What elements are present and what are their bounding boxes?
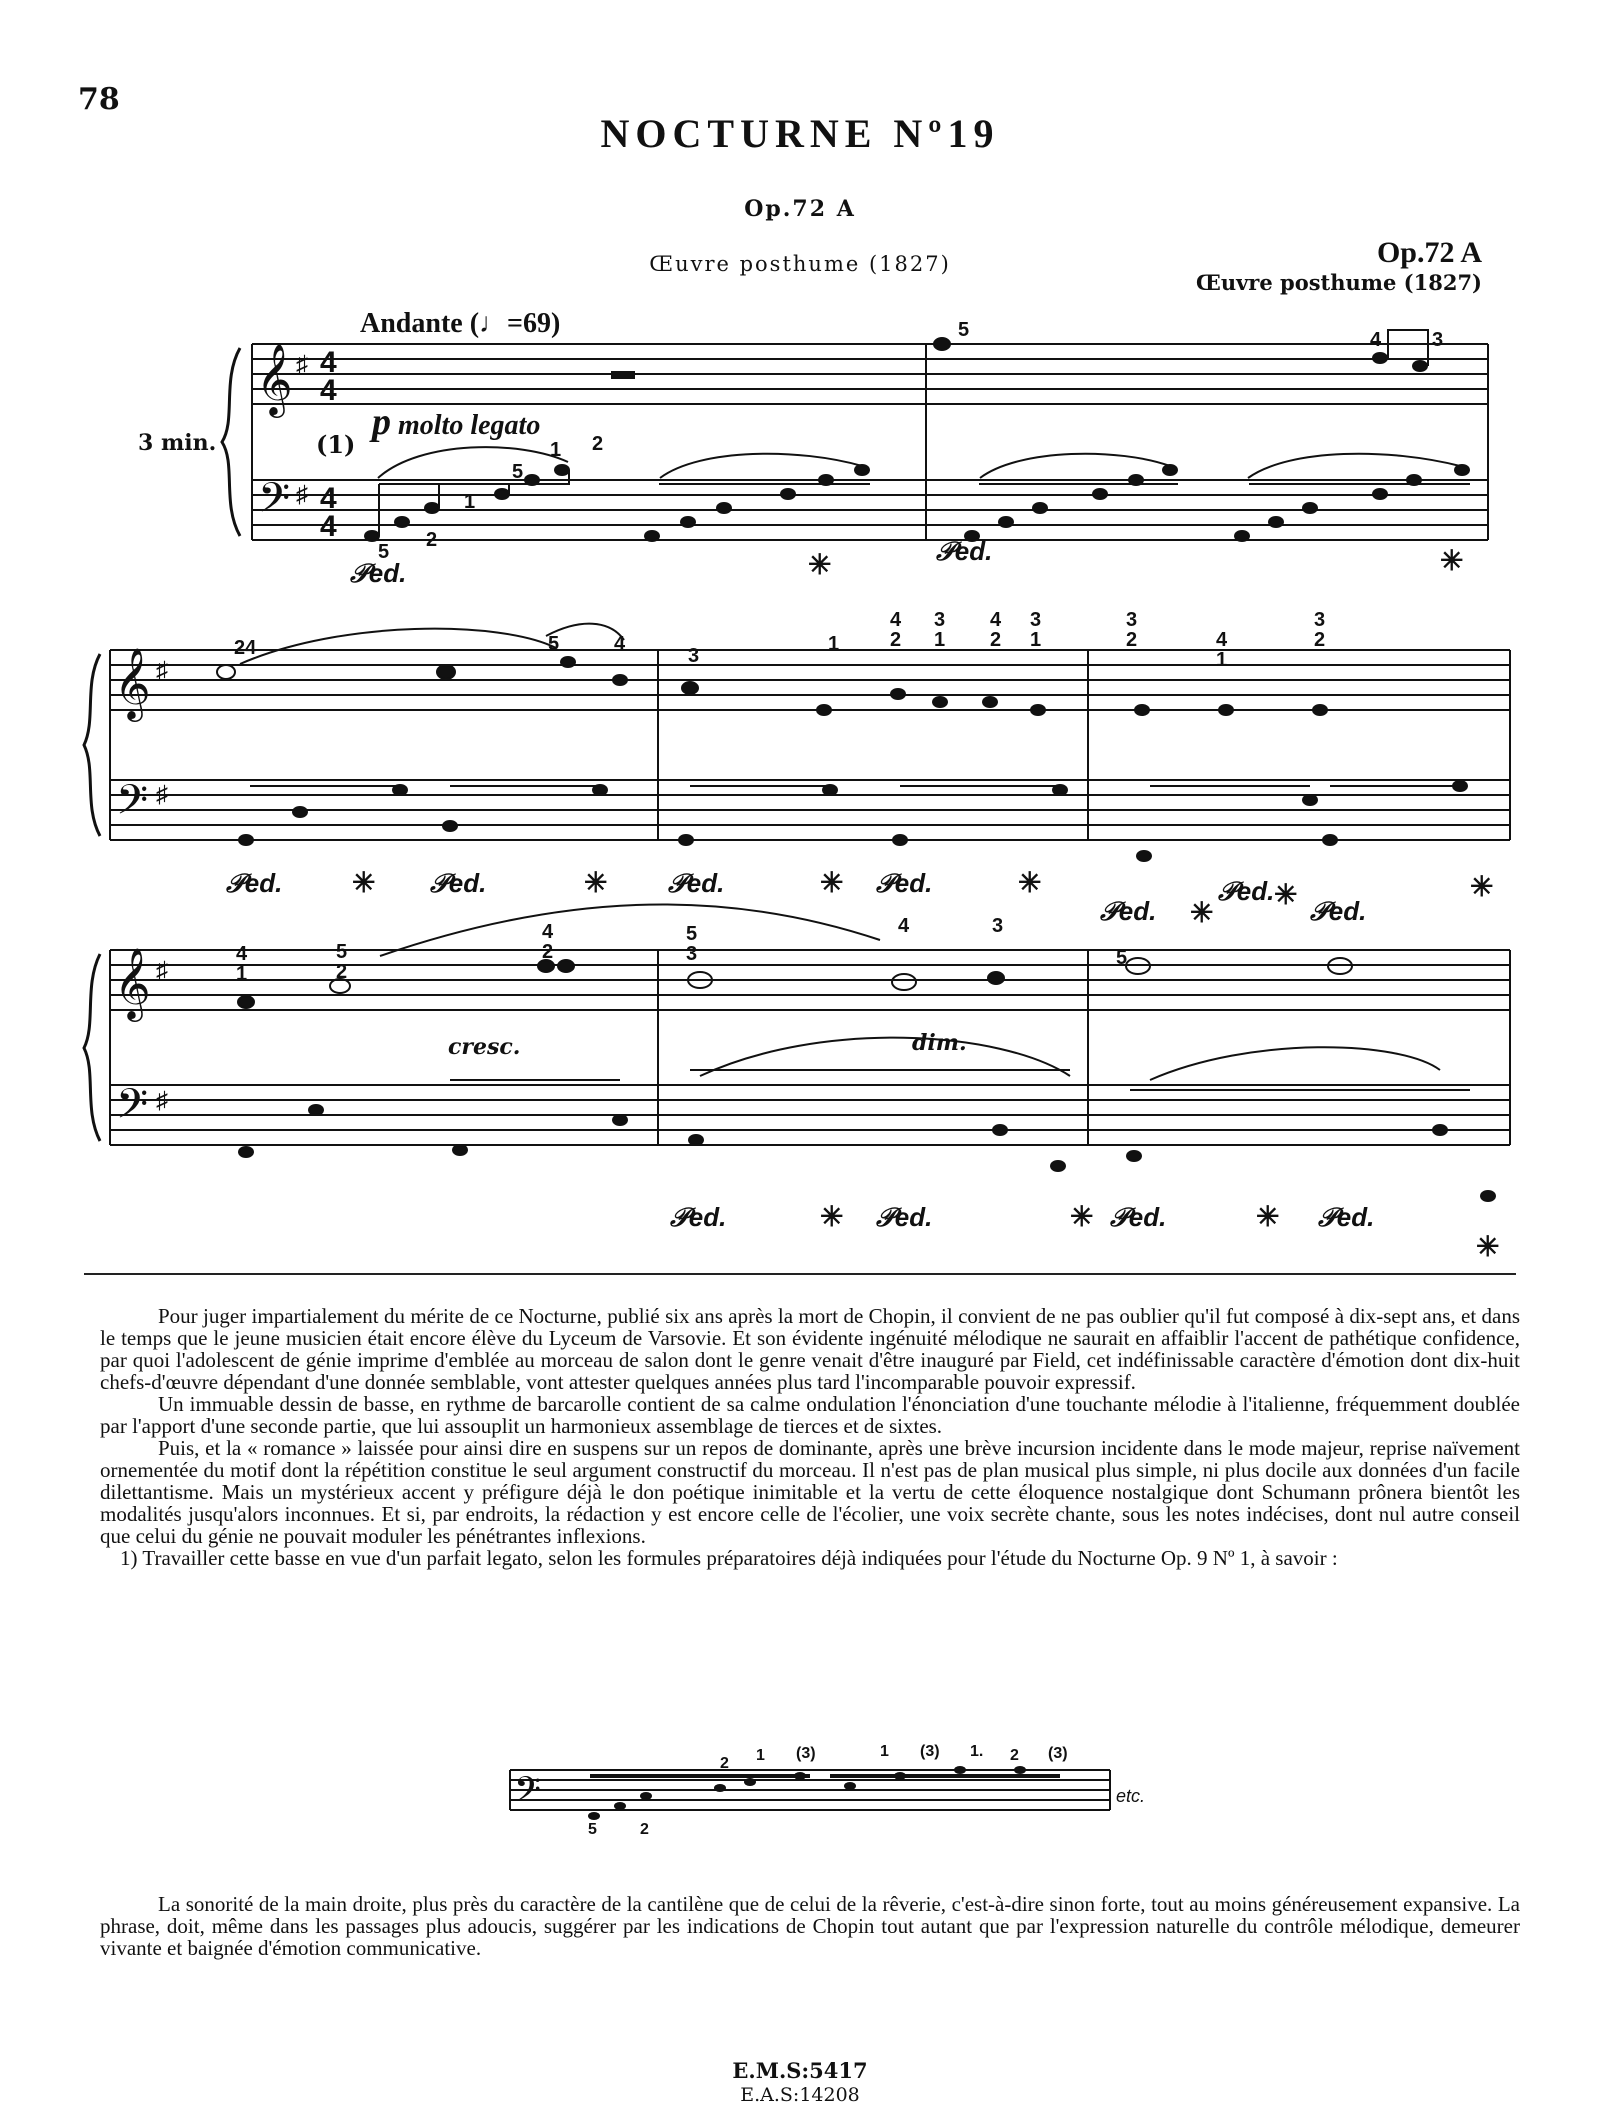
svg-text:✳: ✳ bbox=[1256, 1201, 1280, 1232]
svg-text:(3): (3) bbox=[920, 1743, 940, 1760]
svg-text:𝒫ed.: 𝒫ed. bbox=[670, 1202, 727, 1232]
bass-arpeggio-2 bbox=[965, 465, 1470, 541]
closing-paragraph: La sonorité de la main droite, plus près du caractère de la cantilène que de celui de la rêverie, c'est-à-dire sinon forte, tout au moins généreusement expansive. La phrase, doit, même dans les passages plus adoucis, suggérer par les indications de Chopin tout autant que par l'expression naturelle du contrôle mélodique, demeurer vivante et baignée d'émotion communicative. bbox=[100, 1892, 1520, 1960]
duration-label: 3 min. bbox=[138, 430, 217, 456]
footnote-marker: (1) bbox=[316, 430, 356, 459]
svg-text:4: 4 bbox=[614, 633, 626, 655]
expression-text: molto legato bbox=[398, 410, 541, 441]
svg-text:(3): (3) bbox=[1048, 1745, 1068, 1762]
bass-clef-icon: 𝄢 bbox=[116, 1081, 149, 1137]
svg-text:3: 3 bbox=[1030, 609, 1042, 631]
closing-commentary bbox=[100, 1893, 1520, 1959]
svg-text:3: 3 bbox=[686, 943, 698, 965]
key-sharp-icon: ♯ bbox=[156, 957, 168, 984]
svg-text:4: 4 bbox=[1370, 329, 1382, 351]
page-number: 78 bbox=[78, 82, 120, 117]
time-signature: 4 bbox=[320, 346, 337, 379]
svg-text:𝒫ed.: 𝒫ed. bbox=[226, 868, 283, 898]
svg-text:2: 2 bbox=[720, 1755, 729, 1772]
svg-text:1: 1 bbox=[550, 439, 562, 461]
tempo-marking: Andante (♩=69) bbox=[360, 308, 561, 339]
treble-clef-icon: 𝄞 bbox=[114, 949, 151, 1018]
svg-text:𝒫ed.: 𝒫ed. bbox=[350, 558, 407, 588]
svg-text:𝒫ed.: 𝒫ed. bbox=[1318, 1202, 1375, 1232]
svg-text:✳: ✳ bbox=[1274, 879, 1298, 910]
bass-clef-icon: 𝄢 bbox=[514, 1770, 542, 1817]
svg-text:1: 1 bbox=[934, 629, 946, 651]
svg-text:𝒫ed.: 𝒫ed. bbox=[1310, 896, 1367, 926]
staff-system-1 bbox=[222, 344, 1488, 540]
svg-text:𝒫ed.: 𝒫ed. bbox=[876, 1202, 933, 1232]
slurs bbox=[240, 447, 1460, 1080]
svg-text:2: 2 bbox=[542, 941, 554, 963]
svg-text:5: 5 bbox=[686, 923, 698, 945]
opus-number-right: Op.72 A bbox=[1376, 236, 1482, 269]
dim-marking: dim. bbox=[912, 1030, 967, 1056]
svg-text:✳: ✳ bbox=[808, 549, 832, 580]
svg-text:✳: ✳ bbox=[1440, 545, 1464, 576]
plate-number-secondary: E.A.S:14208 bbox=[740, 2084, 860, 2106]
section-divider bbox=[84, 1273, 1516, 1275]
svg-text:2: 2 bbox=[1010, 1747, 1019, 1764]
commentary-paragraph: Puis, et la « romance » laissée pour ainsi dire en suspens sur un repos de dominante, après une brève incursion incidente dans le mode majeur, reprise naïvement ornementée du motif dont la répétition constitue le seul argument constructif du morceau. Il n'est pas de plan musical plus simple, ni plus docile aux données d'un facile dilettantisme. Mais un mystérieux accent y préfigure déjà le don poétique inimitable et la vertu de cette éloquence nostalgique dont Schumann prônera bientôt les modalités jusqu'alors inconnues. Et si, par endroits, la rédaction y est encore celle de l'écolier, une voix secrète chante, sous les notes indécises, dont nul autre conseil que celui du génie ne pouvait moduler les pénétrantes inflexions. bbox=[100, 1436, 1520, 1548]
svg-text:✳: ✳ bbox=[584, 867, 608, 898]
svg-text:𝒫ed.: 𝒫ed. bbox=[430, 868, 487, 898]
svg-text:3: 3 bbox=[992, 915, 1004, 937]
svg-text:✳: ✳ bbox=[820, 867, 844, 898]
svg-text:1.: 1. bbox=[970, 1743, 984, 1760]
svg-text:✳: ✳ bbox=[1470, 871, 1494, 902]
exercise-example bbox=[500, 1730, 1146, 1840]
svg-text:1: 1 bbox=[1216, 649, 1228, 671]
svg-text:𝒫ed.: 𝒫ed. bbox=[1218, 876, 1275, 906]
svg-text:2: 2 bbox=[426, 529, 438, 551]
svg-text:3: 3 bbox=[1126, 609, 1138, 631]
commentary-paragraph: Un immuable dessin de basse, en rythme de barcarolle contient de sa calme ondulation l'énonciation d'une touchante mélodie à l'italienne, fréquemment doublée par l'apport d'une seconde partie, que lui assouplit un harmonieux assemblage de tierces et de sixtes. bbox=[100, 1392, 1520, 1438]
svg-text:✳: ✳ bbox=[1476, 1231, 1500, 1262]
svg-text:3: 3 bbox=[1432, 329, 1444, 351]
svg-text:5: 5 bbox=[1116, 947, 1128, 969]
svg-text:2: 2 bbox=[336, 961, 348, 983]
bass-notes-2 bbox=[239, 781, 1467, 861]
svg-text:3: 3 bbox=[688, 645, 700, 667]
svg-text:(3): (3) bbox=[796, 1745, 816, 1762]
svg-text:1: 1 bbox=[1030, 629, 1042, 651]
key-sharp-icon: ♯ bbox=[296, 351, 308, 378]
etc-label: etc. bbox=[1116, 1786, 1146, 1806]
commentary bbox=[100, 1305, 1520, 1569]
svg-text:𝒫ed.: 𝒫ed. bbox=[1100, 896, 1157, 926]
svg-text:✳: ✳ bbox=[352, 867, 376, 898]
key-sharp-icon: ♯ bbox=[156, 781, 168, 808]
svg-text:3: 3 bbox=[934, 609, 946, 631]
svg-text:2: 2 bbox=[890, 629, 902, 651]
svg-text:4: 4 bbox=[990, 609, 1002, 631]
svg-text:𝒫ed.: 𝒫ed. bbox=[936, 536, 993, 566]
time-signature: 4 bbox=[320, 482, 337, 515]
svg-text:𝒫ed.: 𝒫ed. bbox=[668, 868, 725, 898]
svg-text:5: 5 bbox=[548, 633, 560, 655]
tempo-text: Andante bbox=[360, 308, 463, 339]
svg-text:4: 4 bbox=[542, 921, 554, 943]
svg-text:✳: ✳ bbox=[820, 1201, 844, 1232]
svg-text:2: 2 bbox=[1314, 629, 1326, 651]
commentary-paragraph: Pour juger impartialement du mérite de ce Nocturne, publié six ans après la mort de Chopin, il convient de ne pas oublier qu'il fut composé à dix-sept ans, et dans le temps que le jeune musicien était encore élève du Lyceum de Varsovie. Et son évidente ingénuité mélodique ne saurait en affaiblir l'accent de pathétique confidence, par quoi l'adolescent de génie imprime d'emblée au morceau de salon dont le genre venait d'être inauguré par Field, cet indéfinissable caractère d'émotion dont dix-huit chefs-d'œuvre dépendant d'une donnée semblable, vont attester quelques années plus tard l'incomparable pouvoir expressif. bbox=[100, 1304, 1520, 1394]
svg-text:2: 2 bbox=[640, 1821, 649, 1838]
time-signature: 4 bbox=[320, 374, 337, 407]
posthumous-note-right: Œuvre posthume (1827) bbox=[1196, 270, 1482, 295]
bass-arpeggio-1 bbox=[365, 465, 870, 541]
svg-text:24: 24 bbox=[234, 637, 257, 659]
svg-text:✳: ✳ bbox=[1190, 897, 1214, 928]
footnote-text: 1) Travailler cette basse en vue d'un parfait legato, selon les formules préparatoires déjà indiquées pour l'étude du Nocturne Op. 9 Nº 1, à savoir : bbox=[120, 1546, 1338, 1570]
svg-text:✳: ✳ bbox=[1018, 867, 1042, 898]
bass-clef-icon: 𝄢 bbox=[258, 475, 291, 531]
svg-text:5: 5 bbox=[512, 461, 524, 483]
svg-text:2: 2 bbox=[1126, 629, 1138, 651]
key-sharp-icon: ♯ bbox=[296, 481, 308, 508]
svg-text:3: 3 bbox=[1314, 609, 1326, 631]
svg-text:5: 5 bbox=[378, 541, 390, 563]
page-title: NOCTURNE Nº19 bbox=[600, 111, 1000, 156]
svg-text:1: 1 bbox=[464, 491, 476, 513]
treble-clef-icon: 𝄞 bbox=[114, 649, 151, 718]
svg-text:4: 4 bbox=[890, 609, 902, 631]
svg-text:1: 1 bbox=[828, 633, 840, 655]
time-signature: 4 bbox=[320, 510, 337, 543]
opus-number: Op.72 A bbox=[744, 196, 856, 222]
svg-text:2: 2 bbox=[990, 629, 1002, 651]
key-sharp-icon: ♯ bbox=[156, 1087, 168, 1114]
svg-text:5: 5 bbox=[336, 941, 348, 963]
plate-number: E.M.S:5417 bbox=[732, 2058, 868, 2083]
pedal-marks bbox=[225, 536, 1374, 1232]
bass-notes-3 bbox=[239, 1070, 1495, 1201]
cresc-marking: cresc. bbox=[448, 1034, 521, 1060]
svg-text:1: 1 bbox=[756, 1747, 765, 1764]
posthumous-note: Œuvre posthume (1827) bbox=[649, 252, 951, 276]
dynamic-piano: p bbox=[372, 401, 391, 443]
svg-text:5: 5 bbox=[588, 1821, 597, 1838]
svg-text:4: 4 bbox=[236, 943, 248, 965]
key-sharp-icon: ♯ bbox=[156, 657, 168, 684]
svg-text:1: 1 bbox=[880, 1743, 889, 1760]
svg-text:𝒫ed.: 𝒫ed. bbox=[1110, 1202, 1167, 1232]
treble-clef-icon: 𝄞 bbox=[256, 345, 293, 414]
svg-text:5: 5 bbox=[958, 319, 970, 341]
svg-text:4: 4 bbox=[1216, 629, 1228, 651]
svg-text:✳: ✳ bbox=[1070, 1201, 1094, 1232]
metronome-mark: ♩=69 bbox=[479, 308, 551, 339]
svg-text:2: 2 bbox=[592, 433, 604, 455]
svg-text:𝒫ed.: 𝒫ed. bbox=[876, 868, 933, 898]
bass-clef-icon: 𝄢 bbox=[116, 777, 149, 833]
svg-text:4: 4 bbox=[898, 915, 910, 937]
svg-text:1: 1 bbox=[236, 963, 248, 985]
